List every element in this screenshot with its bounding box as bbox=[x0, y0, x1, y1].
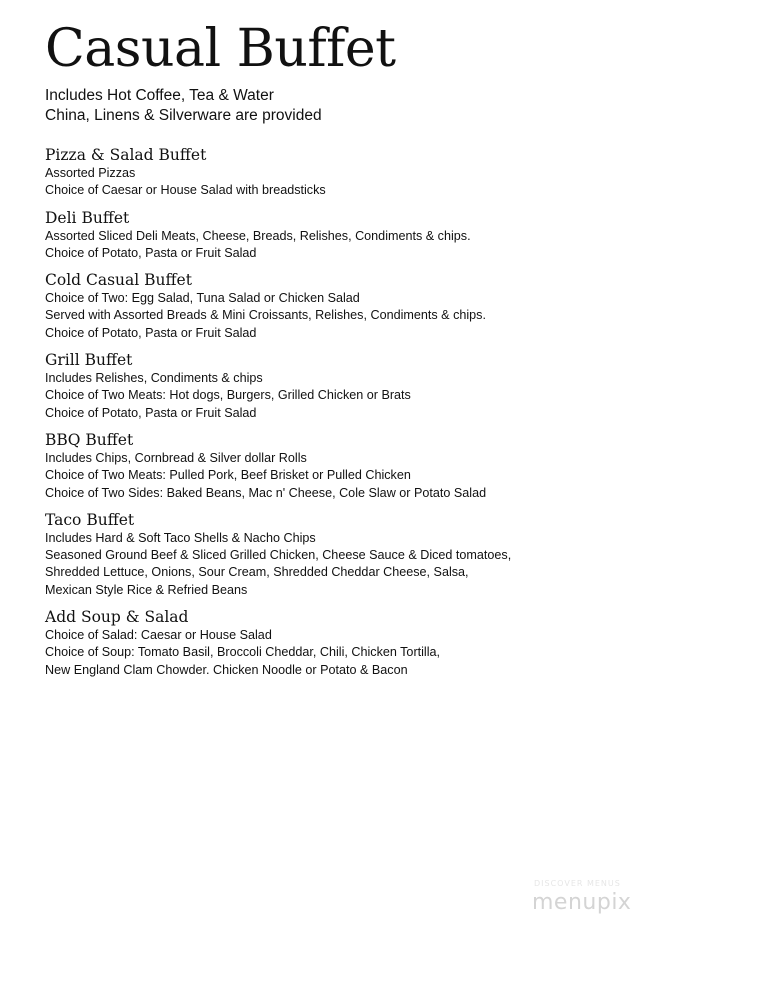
section-line: Choice of Potato, Pasta or Fruit Salad bbox=[45, 325, 257, 340]
menu-section bbox=[45, 510, 725, 599]
section-line: Mexican Style Rice & Refried Beans bbox=[45, 582, 248, 597]
menu-sections bbox=[45, 145, 725, 687]
section-line: Choice of Potato, Pasta or Fruit Salad bbox=[45, 405, 257, 420]
section-title: Pizza & Salad Buffet bbox=[45, 146, 207, 164]
section-line: Choice of Two Meats: Pulled Pork, Beef Brisket or Pulled Chicken bbox=[45, 468, 411, 483]
watermark-brand: menupix bbox=[532, 890, 632, 915]
section-title: Taco Buffet bbox=[45, 510, 135, 529]
menu-section bbox=[45, 607, 725, 679]
section-line: Includes Relishes, Condiments & chips bbox=[45, 371, 263, 386]
menu-section bbox=[45, 430, 725, 502]
intro-line: Includes Hot Coffee, Tea & Water bbox=[45, 87, 274, 104]
section-line: Choice of Caesar or House Salad with breadsticks bbox=[45, 183, 326, 198]
menupix-watermark bbox=[532, 878, 692, 916]
section-line: Choice of Two: Egg Salad, Tuna Salad or Chicken Salad bbox=[45, 291, 360, 306]
watermark-tagline: DISCOVER MENUS bbox=[534, 879, 621, 888]
menu-section bbox=[45, 145, 725, 200]
section-line: New England Clam Chowder. Chicken Noodle or Potato & Bacon bbox=[45, 662, 408, 677]
section-title: Deli Buffet bbox=[45, 208, 130, 227]
menu-section bbox=[45, 270, 725, 342]
section-line: Choice of Two Meats: Hot dogs, Burgers, Grilled Chicken or Brats bbox=[45, 388, 411, 403]
section-title: BBQ Buffet bbox=[45, 430, 134, 449]
section-title: Add Soup & Salad bbox=[45, 608, 189, 627]
section-title: Cold Casual Buffet bbox=[45, 271, 192, 290]
section-line: Seasoned Ground Beef & Sliced Grilled Chicken, Cheese Sauce & Diced tomatoes, bbox=[45, 548, 512, 563]
intro-line: China, Linens & Silverware are provided bbox=[45, 107, 322, 124]
section-line: Includes Hard & Soft Taco Shells & Nacho Chips bbox=[45, 530, 316, 545]
section-line: Served with Assorted Breads & Mini Croissants, Relishes, Condiments & chips. bbox=[45, 308, 486, 323]
section-line: Choice of Soup: Tomato Basil, Broccoli Cheddar, Chili, Chicken Tortilla, bbox=[45, 645, 441, 660]
menu-section bbox=[45, 350, 725, 422]
section-line: Shredded Lettuce, Onions, Sour Cream, Shredded Cheddar Cheese, Salsa, bbox=[45, 565, 469, 580]
intro-block bbox=[45, 86, 322, 126]
section-line: Choice of Two Sides: Baked Beans, Mac n' Cheese, Cole Slaw or Potato Salad bbox=[45, 485, 487, 500]
section-line: Choice of Salad: Caesar or House Salad bbox=[45, 628, 272, 643]
section-line: Assorted Sliced Deli Meats, Cheese, Breads, Relishes, Condiments & chips. bbox=[45, 228, 471, 243]
menu-section bbox=[45, 208, 725, 263]
section-title: Grill Buffet bbox=[45, 351, 133, 370]
section-line: Assorted Pizzas bbox=[45, 166, 136, 180]
section-line: Includes Chips, Cornbread & Silver dollar Rolls bbox=[45, 450, 307, 465]
section-line: Choice of Potato, Pasta or Fruit Salad bbox=[45, 245, 257, 260]
page-title: Casual Buffet bbox=[45, 19, 396, 79]
